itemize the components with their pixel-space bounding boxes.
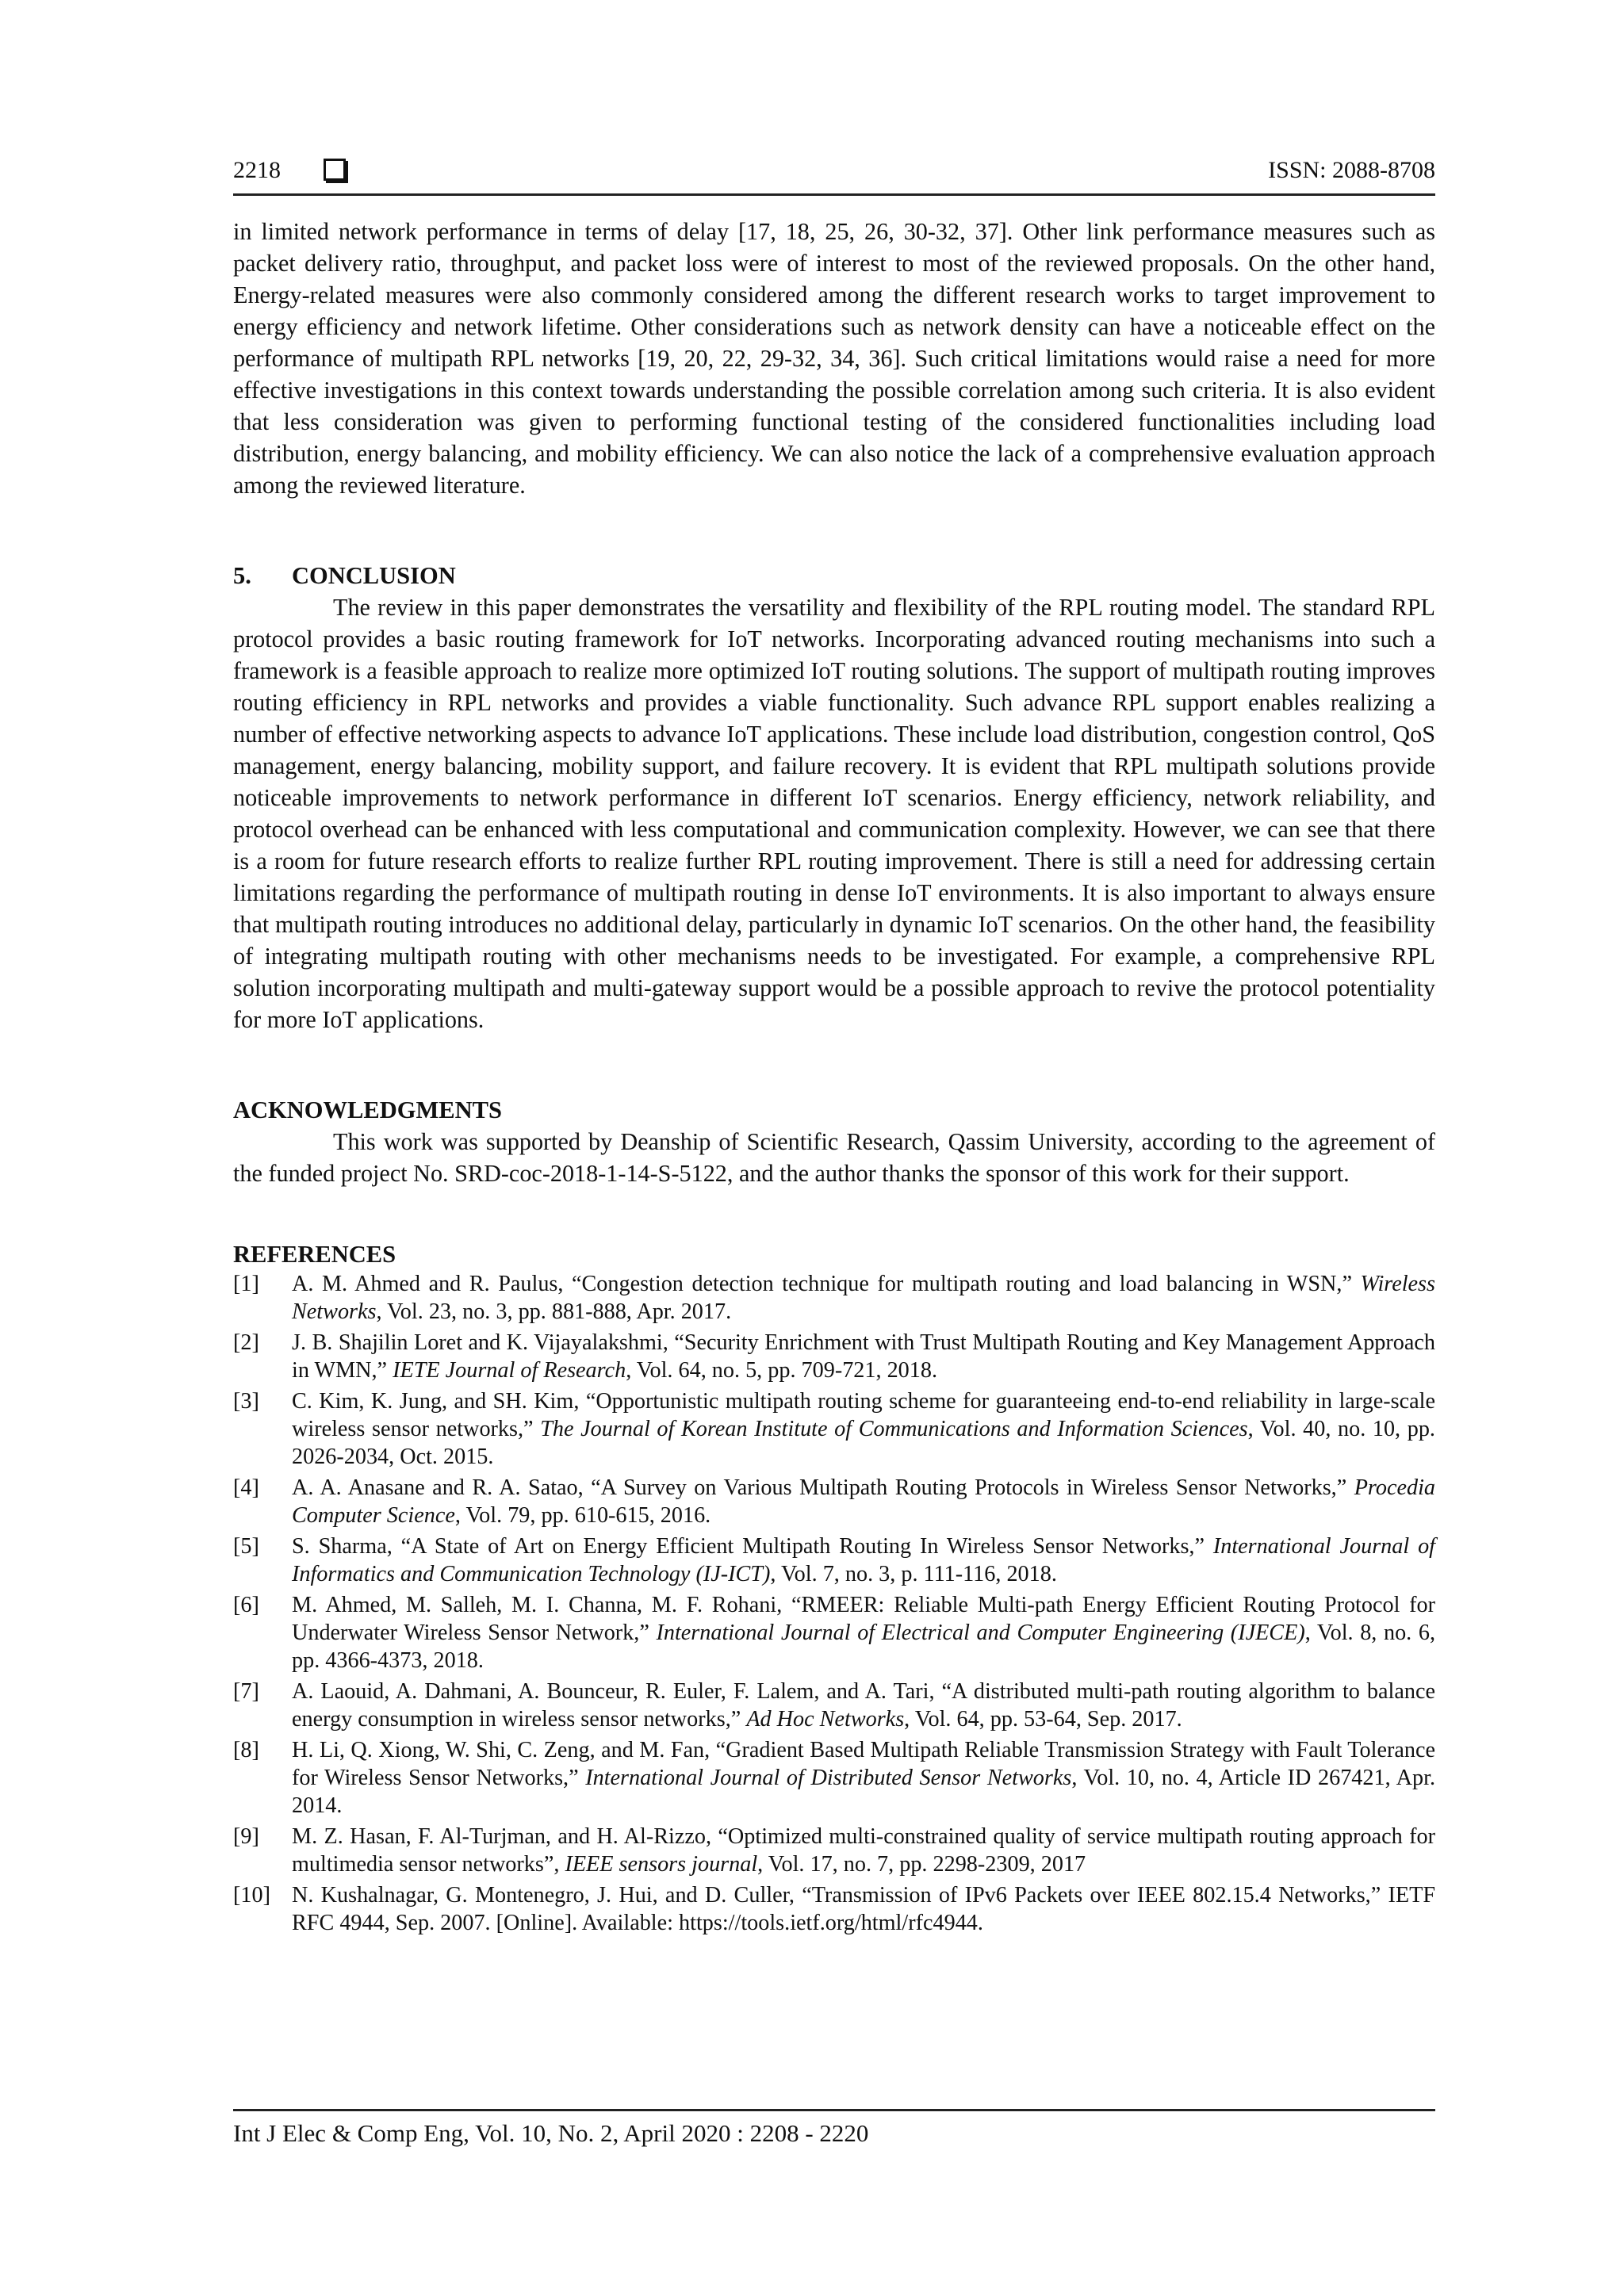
- references-section: [233, 1238, 1435, 1937]
- reference-item: [233, 1678, 1435, 1733]
- reference-number: [7]: [233, 1679, 259, 1704]
- section-number: 5.: [233, 562, 251, 589]
- acknowledgments-section: [233, 1094, 1435, 1189]
- reference-details: , Vol. 64, pp. 53-64, Sep. 2017.: [904, 1707, 1182, 1732]
- reference-number: [2]: [233, 1330, 259, 1355]
- reference-text: A. M. Ahmed and R. Paulus, “Congestion detection technique for multipath routing and load balancing in WSN,”: [292, 1272, 1361, 1296]
- reference-details: , Vol. 10, no. 4, Article ID 267421, Apr. 2014.: [292, 1766, 1436, 1818]
- reference-journal: The Journal of Korean Institute of Communications and Information Sciences: [540, 1417, 1248, 1441]
- reference-item: [233, 1474, 1435, 1529]
- checkbox-square-icon: [324, 159, 346, 181]
- reference-details: , Vol. 40, no. 10, pp. 2026-2034, Oct. 2015.: [292, 1417, 1435, 1469]
- reference-item: [233, 1736, 1435, 1820]
- reference-number: [6]: [233, 1593, 259, 1617]
- reference-text: S. Sharma, “A State of Art on Energy Efficient Multipath Routing In Wireless Sensor Networks,”: [292, 1534, 1213, 1559]
- issn-label: ISSN: 2088-8708: [1268, 157, 1435, 183]
- reference-number: [9]: [233, 1824, 259, 1849]
- reference-journal: IETE Journal of Research: [393, 1358, 626, 1383]
- reference-number: [3]: [233, 1389, 259, 1414]
- acknowledgments-paragraph: This work was supported by Deanship of Scientific Research, Qassim University, according to the agreement of the funded project No. SRD-coc-2018-1-14-S-5122, and the author thanks the sponsor of this work for their support.: [233, 1128, 1435, 1187]
- reference-number: [8]: [233, 1738, 259, 1762]
- reference-item: [233, 1270, 1435, 1326]
- reference-details: , Vol. 7, no. 3, p. 111-116, 2018.: [770, 1562, 1057, 1586]
- intro-paragraph: in limited network performance in terms of delay [17, 18, 25, 26, 30-32, 37]. Other link performance measures such as packet delivery ratio, throughput, and packet loss were of interest to most of the reviewed proposals. On the other hand, Energy-related measures were also commonly considered among the different research works to target improvement to energy efficiency and network lifetime. Other considerations such as network density can have a noticeable effect on the performance of multipath RPL networks [19, 20, 22, 29-32, 34, 36]. Such critical limitations would raise a need for more effective investigations in this context towards understanding the possible correlation among such criteria. It is also evident that less consideration was given to performing functional testing of the considered functionalities including load distribution, energy balancing, and mobility efficiency. We can also notice the lack of a comprehensive evaluation approach among the reviewed literature.: [233, 218, 1435, 499]
- reference-details: , Vol. 8, no. 6, pp. 4366-4373, 2018.: [292, 1621, 1436, 1673]
- reference-text: H. Li, Q. Xiong, W. Shi, C. Zeng, and M. Fan, “Gradient Based Multipath Reliable Transmission Strategy with Fault Tolerance for Wireless Sensor Networks,”: [292, 1738, 1435, 1790]
- reference-item: [233, 1329, 1435, 1384]
- page-number: 2218: [233, 157, 281, 183]
- reference-item: [233, 1387, 1435, 1471]
- reference-details: , Vol. 23, no. 3, pp. 881-888, Apr. 2017.: [376, 1299, 732, 1324]
- reference-item: [233, 1591, 1435, 1674]
- reference-journal: Procedia Computer Science: [292, 1475, 1435, 1528]
- reference-journal: Wireless Networks: [292, 1272, 1435, 1324]
- reference-list: [233, 1270, 1435, 1937]
- reference-text: A. A. Anasane and R. A. Satao, “A Survey on Various Multipath Routing Protocols in Wireless Sensor Networks,”: [292, 1475, 1354, 1500]
- reference-text: M. Ahmed, M. Salleh, M. I. Channa, M. F. Rohani, “RMEER: Reliable Multi-path Energy Efficient Routing Protocol for Underwater Wireless Sensor Network,”: [292, 1593, 1435, 1645]
- conclusion-section: [233, 560, 1435, 1035]
- reference-details: , Vol. 79, pp. 610-615, 2016.: [454, 1503, 711, 1528]
- reference-text: A. Laouid, A. Dahmani, A. Bounceur, R. Euler, F. Lalem, and A. Tari, “A distributed multi-path routing algorithm to balance energy consumption in wireless sensor networks,”: [292, 1679, 1435, 1732]
- page-header: [233, 152, 1435, 196]
- reference-text: J. B. Shajilin Loret and K. Vijayalakshmi, “Security Enrichment with Trust Multipath Routing and Key Management Approach in WMN,”: [292, 1330, 1435, 1383]
- conclusion-heading: [233, 560, 1435, 591]
- reference-item: [233, 1881, 1435, 1937]
- reference-text: N. Kushalnagar, G. Montenegro, J. Hui, and D. Culler, “Transmission of IPv6 Packets over IEEE 802.15.4 Networks,” IETF RFC 4944, Sep. 2007. [Online]. Available: https://tools.ietf.org/html/rfc4944.: [292, 1883, 1435, 1935]
- reference-text: C. Kim, K. Jung, and SH. Kim, “Opportunistic multipath routing scheme for guaranteeing end-to-end reliability in large-scale wireless sensor networks,”: [292, 1389, 1435, 1441]
- page-footer: [233, 2109, 1435, 2159]
- reference-text: M. Z. Hasan, F. Al-Turjman, and H. Al-Rizzo, “Optimized multi-constrained quality of service multipath routing approach for multimedia sensor networks”,: [292, 1824, 1435, 1877]
- reference-number: [1]: [233, 1272, 259, 1296]
- reference-number: [5]: [233, 1534, 259, 1559]
- conclusion-paragraph: The review in this paper demonstrates the versatility and flexibility of the RPL routing model. The standard RPL protocol provides a basic routing framework for IoT networks. Incorporating advanced routing mechanisms into such a framework is a feasible approach to realize more optimized IoT routing solutions. The support of multipath routing improves routing efficiency in RPL networks and provides a viable functionality. Such advance RPL support enables realizing a number of effective networking aspects to advance IoT applications. These include load distribution, congestion control, QoS management, energy balancing, mobility support, and failure recovery. It is evident that RPL multipath solutions provide noticeable improvements to network performance in different IoT scenarios. Energy efficiency, network reliability, and protocol overhead can be enhanced with less computational and communication complexity. However, we can see that there is a room for future research efforts to realize further RPL routing improvement. There is still a need for addressing certain limitations regarding the performance of multipath routing in dense IoT environments. It is also important to always ensure that multipath routing introduces no additional delay, particularly in dynamic IoT scenarios. On the other hand, the feasibility of integrating multipath routing with other mechanisms needs to be investigated. For example, a comprehensive RPL solution incorporating multipath and multi-gateway support would be a possible approach to revive the protocol potentiality for more IoT applications.: [233, 594, 1435, 1033]
- reference-item: [233, 1533, 1435, 1588]
- reference-number: [10]: [233, 1883, 270, 1908]
- reference-journal: Ad Hoc Networks: [746, 1707, 905, 1732]
- page-body: [233, 216, 1435, 1940]
- reference-number: [4]: [233, 1475, 259, 1500]
- section-title: CONCLUSION: [292, 562, 456, 589]
- reference-item: [233, 1823, 1435, 1878]
- reference-journal: International Journal of Informatics and Communication Technology (IJ-ICT): [292, 1534, 1435, 1586]
- references-heading: REFERENCES: [233, 1241, 396, 1268]
- journal-citation: Int J Elec & Comp Eng, Vol. 10, No. 2, April 2020 : 2208 - 2220: [233, 2119, 869, 2147]
- acknowledgments-heading: ACKNOWLEDGMENTS: [233, 1096, 502, 1123]
- reference-journal: International Journal of Electrical and Computer Engineering (IJECE): [656, 1621, 1305, 1645]
- reference-journal: IEEE sensors journal: [565, 1852, 758, 1877]
- reference-journal: International Journal of Distributed Sensor Networks: [585, 1766, 1072, 1790]
- reference-details: , Vol. 17, no. 7, pp. 2298-2309, 2017: [757, 1852, 1086, 1877]
- reference-details: , Vol. 64, no. 5, pp. 709-721, 2018.: [626, 1358, 938, 1383]
